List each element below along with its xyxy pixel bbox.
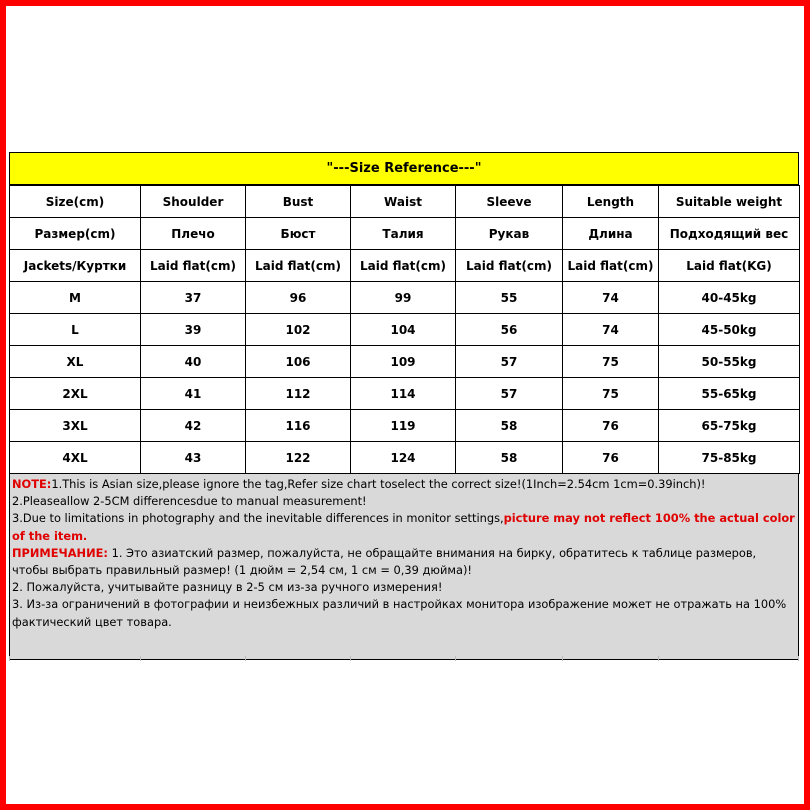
table-cell: Подходящий вес <box>659 218 800 250</box>
table-cell: L <box>10 314 141 346</box>
table-cell: M <box>10 282 141 314</box>
table-cell: Laid flat(cm) <box>141 250 246 282</box>
column-tick-marks <box>9 656 799 662</box>
table-cell: Laid flat(cm) <box>563 250 659 282</box>
table-cell: 96 <box>246 282 351 314</box>
table-cell: 58 <box>456 442 563 474</box>
table-cell: 3XL <box>10 410 141 442</box>
table-cell: XL <box>10 346 141 378</box>
table-cell: 39 <box>141 314 246 346</box>
note-ru-1-text: 1. Это азиатский размер, пожалуйста, не обращайте внимания на бирку, обратитесь к таблице размеров, чтобы выбрать правильный размер! (1 дюйм = 2,54 см, 1 см = 0,39 дюйма)! <box>12 545 757 578</box>
table-cell: Length <box>563 186 659 218</box>
table-cell: Suitable weight <box>659 186 800 218</box>
table-cell: Waist <box>351 186 456 218</box>
table-cell: 56 <box>456 314 563 346</box>
table-cell: Laid flat(cm) <box>246 250 351 282</box>
table-cell: Laid flat(KG) <box>659 250 800 282</box>
table-cell: 57 <box>456 378 563 410</box>
table-cell: 104 <box>351 314 456 346</box>
table-cell: 58 <box>456 410 563 442</box>
table-cell: Bust <box>246 186 351 218</box>
table-cell: Size(cm) <box>10 186 141 218</box>
table-cell: 75 <box>563 378 659 410</box>
table-cell: 75 <box>563 346 659 378</box>
table-cell: 57 <box>456 346 563 378</box>
note-label-ru: ПРИМЕЧАНИЕ: <box>12 545 108 560</box>
table-cell: 40 <box>141 346 246 378</box>
notes-box <box>9 474 799 660</box>
table-cell: 109 <box>351 346 456 378</box>
table-cell: 55-65kg <box>659 378 800 410</box>
table-cell: Laid flat(cm) <box>351 250 456 282</box>
size-chart <box>9 152 799 660</box>
table-cell: 40-45kg <box>659 282 800 314</box>
table-cell: 106 <box>246 346 351 378</box>
table-cell: 112 <box>246 378 351 410</box>
table-cell: 116 <box>246 410 351 442</box>
note-en-3-text: 3.Due to limitations in photography and the inevitable differences in monitor settings, <box>12 511 504 526</box>
table-cell: 99 <box>351 282 456 314</box>
size-reference-title: "---Size Reference---" <box>9 152 799 185</box>
table-cell: 76 <box>563 442 659 474</box>
table-cell: 4XL <box>10 442 141 474</box>
tick-mark <box>658 656 659 661</box>
note-ru-1 <box>12 545 796 579</box>
table-cell: 43 <box>141 442 246 474</box>
table-cell: 119 <box>351 410 456 442</box>
table-cell: Laid flat(cm) <box>456 250 563 282</box>
tick-mark <box>140 656 141 661</box>
size-table <box>9 185 800 474</box>
table-cell: 75-85kg <box>659 442 800 474</box>
table-cell: 74 <box>563 282 659 314</box>
table-cell: Sleeve <box>456 186 563 218</box>
table-cell: Jackets/Куртки <box>10 250 141 282</box>
table-cell: Длина <box>563 218 659 250</box>
table-cell: 50-55kg <box>659 346 800 378</box>
table-cell: 2XL <box>10 378 141 410</box>
table-cell: Талия <box>351 218 456 250</box>
tick-mark <box>9 656 10 661</box>
table-cell: Рукав <box>456 218 563 250</box>
table-cell: Размер(cm) <box>10 218 141 250</box>
table-row <box>10 346 800 378</box>
table-cell: 124 <box>351 442 456 474</box>
table-cell: 37 <box>141 282 246 314</box>
tick-mark <box>562 656 563 661</box>
table-cell: 41 <box>141 378 246 410</box>
table-cell: Плечо <box>141 218 246 250</box>
tick-mark <box>350 656 351 661</box>
note-en-1-text: 1.This is Asian size,please ignore the tag,Refer size chart toselect the correct size!(1Inch=2.54cm 1cm=0.39inch)! <box>51 477 706 491</box>
table-cell: 122 <box>246 442 351 474</box>
table-row <box>10 410 800 442</box>
table-row <box>10 186 800 218</box>
table-cell: 74 <box>563 314 659 346</box>
tick-mark <box>798 656 799 661</box>
table-row <box>10 314 800 346</box>
table-row <box>10 378 800 410</box>
note-ru-3: 3. Из-за ограничений в фотографии и неизбежных различий в настройках монитора изображение может не отражать на 100% фактический цвет товара. <box>12 597 787 629</box>
table-cell: Shoulder <box>141 186 246 218</box>
tick-mark <box>245 656 246 661</box>
size-table-body <box>10 186 800 474</box>
table-cell: 42 <box>141 410 246 442</box>
table-cell: 114 <box>351 378 456 410</box>
note-en-1 <box>12 476 796 493</box>
note-ru-2: 2. Пожалуйста, учитывайте разницу в 2-5 см из-за ручного измерения! <box>12 580 443 595</box>
table-row <box>10 282 800 314</box>
table-cell: Бюст <box>246 218 351 250</box>
table-cell: 76 <box>563 410 659 442</box>
note-label-en: NOTE: <box>12 477 52 491</box>
table-cell: 45-50kg <box>659 314 800 346</box>
note-en-3-warning: picture may not reflect 100% the actual color of the item. <box>12 511 795 543</box>
note-en-3 <box>12 510 796 544</box>
table-row <box>10 218 800 250</box>
table-cell: 102 <box>246 314 351 346</box>
table-cell: 55 <box>456 282 563 314</box>
table-row <box>10 442 800 474</box>
note-en-2: 2.Pleaseallow 2-5CM differencesdue to manual measurement! <box>12 494 367 509</box>
table-cell: 65-75kg <box>659 410 800 442</box>
tick-mark <box>455 656 456 661</box>
table-row <box>10 250 800 282</box>
